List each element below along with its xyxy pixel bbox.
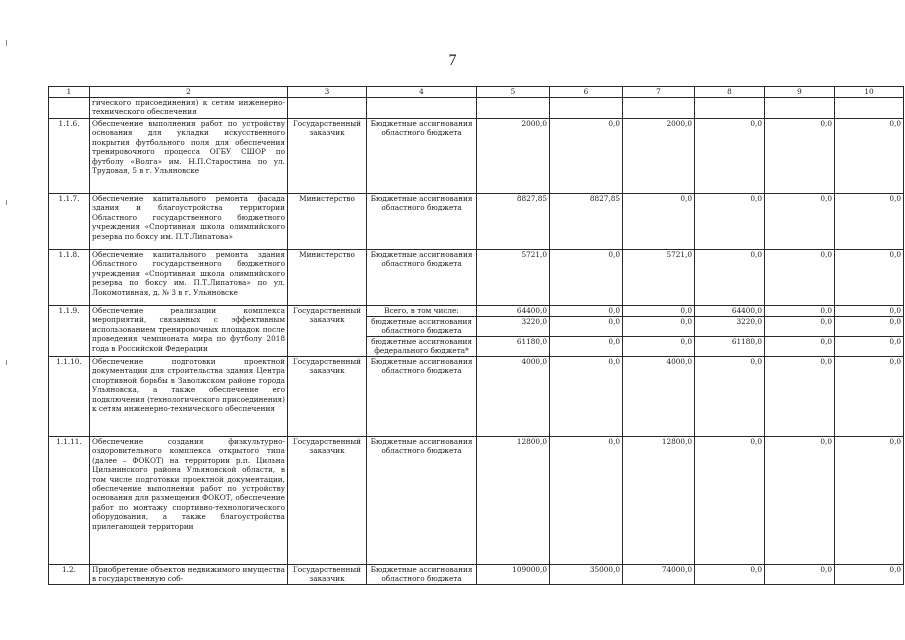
funding-source: Бюджетные ассигнования областного бюджета [367, 357, 477, 437]
amount-cell: 0,0 [765, 194, 835, 250]
row-number [49, 98, 90, 119]
amount-cell: 0,0 [550, 250, 623, 306]
col-header: 2 [90, 87, 288, 98]
row-number: 1.1.6. [49, 119, 90, 194]
col-header: 5 [477, 87, 550, 98]
row-number: 1.1.8. [49, 250, 90, 306]
row-customer [288, 98, 367, 119]
amount-cell: 0,0 [835, 194, 904, 250]
amount-cell: 3220,0 [695, 317, 765, 337]
amount-cell: 0,0 [835, 565, 904, 585]
amount-cell: 0,0 [765, 119, 835, 194]
table-row [49, 119, 904, 194]
amount-cell: 12800,0 [623, 437, 695, 565]
funding-source: Бюджетные ассигнования областного бюджета [367, 437, 477, 565]
amount-cell: 0,0 [550, 337, 623, 357]
row-description: Обеспечение подготовки проектной документации для строительства здания Центра спортивной борьбы в Заволжском районе города Ульяновска, а также обеспечение его подключения (технологического присоединения) к сетям инженерно-технического обеспечения [90, 357, 288, 437]
amount-cell [623, 98, 695, 119]
amount-cell: 109000,0 [477, 565, 550, 585]
amount-cell: 0,0 [835, 437, 904, 565]
row-description: Обеспечение выполнения работ по устройству основания для укладки искусственного покрытия футбольного поля для обеспечения тренировочного процесса ОГБУ СШОР по футболу «Волга» им. Н.П.Старостина по ул. Трудовая, 5 в г. Ульяновске [90, 119, 288, 194]
col-header: 6 [550, 87, 623, 98]
amount-cell: 0,0 [765, 357, 835, 437]
amount-cell: 0,0 [765, 565, 835, 585]
amount-cell: 35000,0 [550, 565, 623, 585]
amount-cell: 0,0 [623, 317, 695, 337]
amount-cell: 0,0 [765, 250, 835, 306]
amount-cell: 2000,0 [623, 119, 695, 194]
amount-cell [550, 98, 623, 119]
amount-cell: 12800,0 [477, 437, 550, 565]
funding-source: Бюджетные ассигнования областного бюджета [367, 250, 477, 306]
amount-cell: 5721,0 [623, 250, 695, 306]
page-number: 7 [448, 52, 457, 69]
row-customer: Государственный заказчик [288, 306, 367, 357]
amount-cell: 0,0 [550, 437, 623, 565]
amount-cell: 0,0 [695, 437, 765, 565]
table-row [49, 98, 904, 119]
amount-cell: 0,0 [550, 317, 623, 337]
table-row [49, 565, 904, 585]
amount-cell: 64400,0 [477, 306, 550, 317]
funding-source: бюджетные ассигнования федерального бюджета* [367, 337, 477, 357]
amount-cell: 3220,0 [477, 317, 550, 337]
amount-cell: 0,0 [695, 119, 765, 194]
amount-cell: 0,0 [835, 306, 904, 317]
amount-cell [765, 98, 835, 119]
amount-cell: 8827,85 [550, 194, 623, 250]
row-number: 1.1.7. [49, 194, 90, 250]
row-customer: Государственный заказчик [288, 437, 367, 565]
col-header: 9 [765, 87, 835, 98]
col-header: 10 [835, 87, 904, 98]
header-row [49, 87, 904, 98]
scan-artifact [6, 360, 7, 365]
funding-source: Всего, в том числе: [367, 306, 477, 317]
amount-cell: 0,0 [765, 317, 835, 337]
amount-cell: 0,0 [623, 337, 695, 357]
table-row [49, 437, 904, 565]
amount-cell: 5721,0 [477, 250, 550, 306]
row-customer: Государственный заказчик [288, 119, 367, 194]
funding-source: Бюджетные ассигнования областного бюджета [367, 119, 477, 194]
amount-cell: 0,0 [695, 565, 765, 585]
row-number: 1.1.9. [49, 306, 90, 357]
table-body [49, 98, 904, 585]
col-header: 8 [695, 87, 765, 98]
budget-table [48, 86, 904, 585]
col-header: 3 [288, 87, 367, 98]
row-description: Обеспечение капитального ремонта фасада здания и благоустройства территории Областного государственного бюджетного учреждения «Спортивная школа олимпийского резерва по боксу им. П.Т.Липатова» [90, 194, 288, 250]
amount-cell: 0,0 [550, 306, 623, 317]
amount-cell: 0,0 [835, 357, 904, 437]
scan-artifact [6, 40, 7, 46]
amount-cell: 74000,0 [623, 565, 695, 585]
amount-cell: 0,0 [835, 250, 904, 306]
funding-source [367, 98, 477, 119]
table-row [49, 250, 904, 306]
amount-cell: 4000,0 [623, 357, 695, 437]
row-description: гического присоединения) к сетям инженерно-технического обеспечения [90, 98, 288, 119]
amount-cell: 4000,0 [477, 357, 550, 437]
amount-cell: 0,0 [550, 119, 623, 194]
row-number: 1.2. [49, 565, 90, 585]
amount-cell: 0,0 [835, 119, 904, 194]
funding-source: Бюджетные ассигнования областного бюджета [367, 194, 477, 250]
amount-cell: 0,0 [623, 306, 695, 317]
amount-cell: 8827,85 [477, 194, 550, 250]
row-number: 1.1.11. [49, 437, 90, 565]
amount-cell: 0,0 [835, 317, 904, 337]
table-row [49, 357, 904, 437]
funding-source: бюджетные ассигнования областного бюджета [367, 317, 477, 337]
col-header: 7 [623, 87, 695, 98]
amount-cell: 64400,0 [695, 306, 765, 317]
amount-cell: 61180,0 [477, 337, 550, 357]
row-description: Обеспечение капитального ремонта здания Областного государственного бюджетного учреждения «Спортивная школа олимпийского резерва по боксу им. П.Т.Липатова» по ул. Локомотивная, д. № 3 в г. Ульяновске [90, 250, 288, 306]
amount-cell [477, 98, 550, 119]
row-number: 1.1.10. [49, 357, 90, 437]
amount-cell: 0,0 [835, 337, 904, 357]
row-description: Обеспечение реализации комплекса мероприятий, связанных с эффективным использованием тренировочных площадок после проведения чемпионата мира по футболу 2018 года в Российской Федерации [90, 306, 288, 357]
col-header: 4 [367, 87, 477, 98]
amount-cell: 0,0 [765, 337, 835, 357]
amount-cell: 2000,0 [477, 119, 550, 194]
amount-cell: 0,0 [695, 250, 765, 306]
row-customer: Государственный заказчик [288, 565, 367, 585]
amount-cell: 0,0 [765, 437, 835, 565]
col-header: 1 [49, 87, 90, 98]
amount-cell: 0,0 [765, 306, 835, 317]
row-customer: Государственный заказчик [288, 357, 367, 437]
table-row [49, 306, 904, 317]
row-description: Обеспечение создания физкультурно-оздоровительного комплекса открытого типа (далее – ФОКОТ) на территории р.п. Цильна Цильнинского района Ульяновской области, в том числе подготовки проектной документации, обеспечение выполнения работ по устройству основания для размещения ФОКОТ, обеспечение работ по монтажу спортивно-технологического оборудования, а также благоустройства прилегающей территории [90, 437, 288, 565]
row-description: Приобретение объектов недвижимого имущества в государственную соб- [90, 565, 288, 585]
amount-cell: 0,0 [695, 194, 765, 250]
amount-cell [835, 98, 904, 119]
amount-cell: 0,0 [550, 357, 623, 437]
funding-source: Бюджетные ассигнования областного бюджета [367, 565, 477, 585]
amount-cell: 0,0 [623, 194, 695, 250]
table-row [49, 194, 904, 250]
amount-cell: 0,0 [695, 357, 765, 437]
row-customer: Министерство [288, 250, 367, 306]
scan-artifact [6, 200, 7, 205]
row-customer: Министерство [288, 194, 367, 250]
amount-cell [695, 98, 765, 119]
amount-cell: 61180,0 [695, 337, 765, 357]
